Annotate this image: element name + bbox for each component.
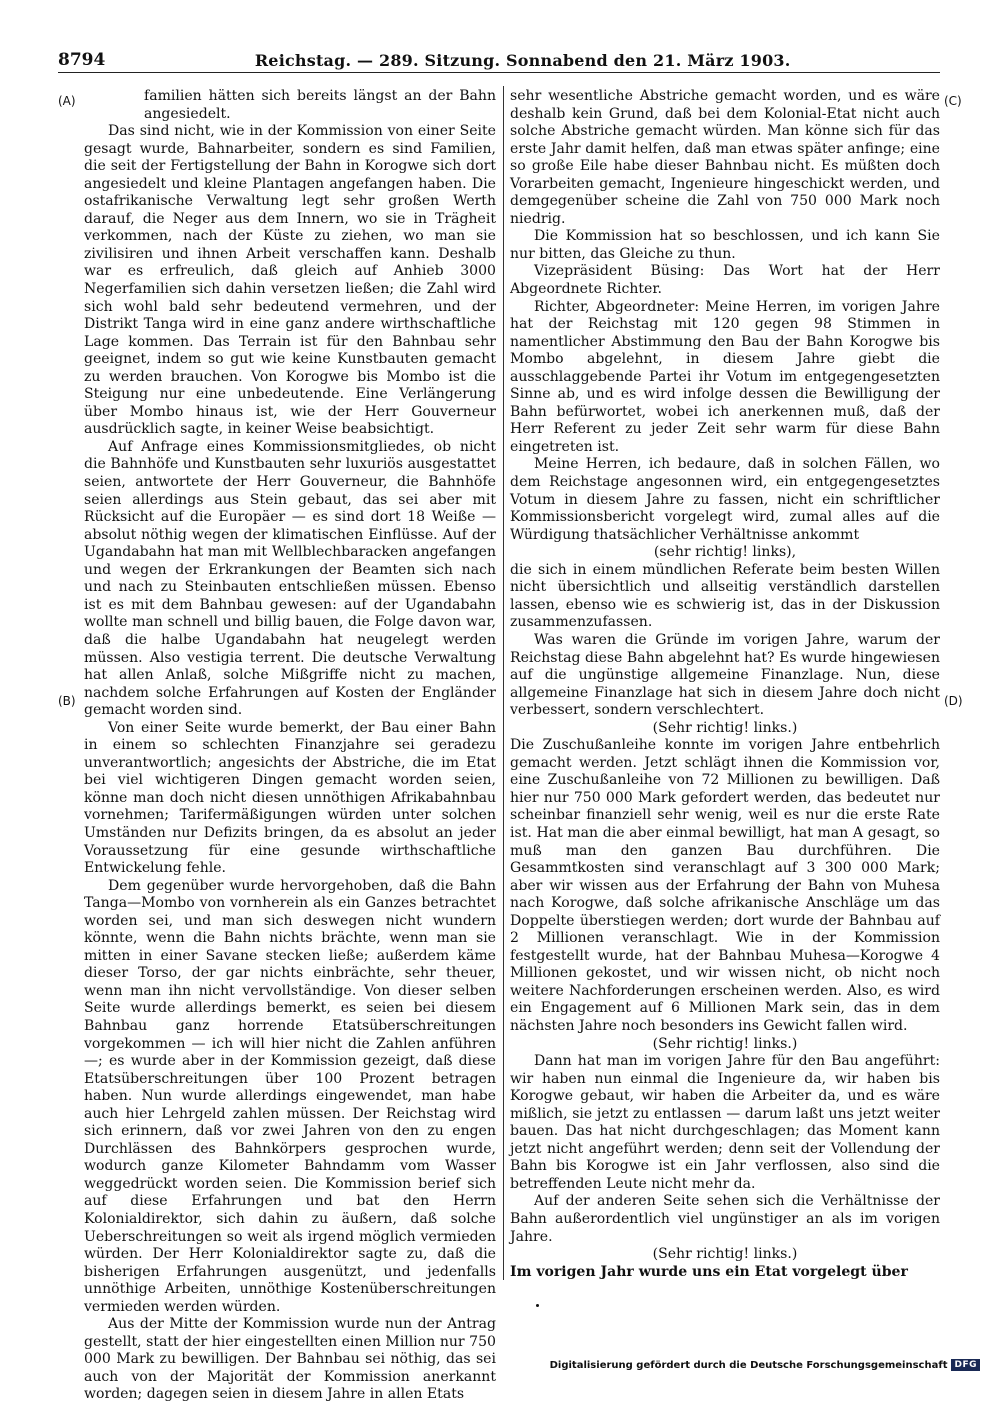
paragraph: Die Kommission hat so beschlossen, und ich kann Sie nur bitten, das Gleiche zu thun. xyxy=(510,228,940,262)
interjection: (Sehr richtig! links.) xyxy=(652,719,798,736)
interjection: (sehr richtig! links), xyxy=(653,544,797,561)
digitization-credit xyxy=(550,1359,980,1371)
speaker-paragraph: Richter, Abgeordneter: Meine Herren, im vorigen Jahre hat der Reichstag mit 120 gegen 98 Stimmen in namentlicher Abstimmung den Bau der Bahn Korogwe bis Mombo abgelehnt, in diesem Jahre giebt die ausschlaggebende Partei ihr Votum im entgegengesetzten Sinne ab, und es wird infolge dessen die Bewilligung der Bahn befürwortet, wobei ich anerkennen muß, daß der Herr Referent zu jeder Zeit sehr warm für diese Bahn eingetreten ist. xyxy=(510,298,940,455)
dfg-logo: DFG xyxy=(951,1359,980,1371)
margin-marker-c: (C) xyxy=(944,94,962,108)
column-divider xyxy=(503,86,504,1280)
running-title: Reichstag. — 289. Sitzung. Sonnabend den 21. März 1903. xyxy=(254,51,791,70)
speaker-paragraph: Vizepräsident Büsing: Das Wort hat der Herr Abgeordnete Richter. xyxy=(510,263,940,298)
paragraph: Die Zuschußanleihe konnte im vorigen Jahre entbehrlich gemacht werden. Jetzt schlägt ihnen die Kommission vor, eine Zuschußanleihe von 72 Millionen zu bewilligen. Daß hier nur 750 000 Mark gefordert werden, das bedeutet nur scheinbar finanziell sehr wenig, weil es nur die erste Rate ist. Hat man die aber einmal bewilligt, hat man A gesagt, so muß man den ganzen Bau durchführen. Die Gesammtkosten sind veranschlagt auf 3 300 000 Mark; aber wir wissen aus der Erfahrung der Bahn von Muhesa nach Korogwe, daß solche afrikanische Anschläge um das Doppelte überstiegen werden; dort wurde der Bahnbau auf 2 Millionen veranschlagt. Wie in der Kommission festgestellt wurde, hat der Bahnbau Muhesa—Korogwe 4 Millionen gekostet, und wir wissen nicht, ob nicht noch weitere Nachforderungen erscheinen werden. Also, es wird ein Engagement auf 6 Millionen Mark sein, das in dem nächsten Jahre noch besonders ins Gewicht fallen wird. xyxy=(510,737,940,1034)
footer-dot xyxy=(536,1304,539,1307)
right-column xyxy=(510,88,940,1281)
paragraph: Meine Herren, ich bedaure, daß in solchen Fällen, wo dem Reichstage angesonnen wird, ein entgegengesetztes Votum in diesem Jahre zu fassen, nicht ein schriftlicher Kommissionsbericht vorgelegt wird, zumal alles auf die Würdigung thatsächlicher Verhältnisse ankommt xyxy=(510,456,940,543)
paragraph: Auf der anderen Seite sehen sich die Verhältnisse der Bahn außerordentlich viel ungünstiger an als im vorigen Jahre. xyxy=(510,1193,940,1245)
paragraph: Im vorigen Jahr wurde uns ein Etat vorgelegt über xyxy=(510,1263,908,1280)
left-column xyxy=(84,88,496,1404)
paragraph: Dann hat man im vorigen Jahre für den Bau angeführt: wir haben nun einmal die Ingenieure da, wir haben bis Korogwe gebaut, wir haben die Arbeiter da, und es wäre mißlich, sie jetzt zu entlassen — darum laßt uns jetzt weiter bauen. Das hat nicht durchgeschlagen; das Moment kann jetzt nicht angeführt werden; denn seit der Vollendung der Bahn bis Korogwe ist ein Jahr verflossen, also sind die betreffenden Leute nicht mehr da. xyxy=(510,1053,940,1192)
page-header xyxy=(58,44,940,70)
paragraph: die sich in einem mündlichen Referate beim besten Willen nicht übersichtlich und allseitig verständlich darstellen lassen, ebenso wie es schwierig ist, das in der Diskussion zusammenzufassen. xyxy=(510,561,940,631)
page-number: 8794 xyxy=(58,50,106,70)
credit-text: Digitalisierung gefördert durch die Deutsche Forschungsgemeinschaft xyxy=(549,1359,948,1371)
paragraph: sehr wesentliche Abstriche gemacht worden, und es wäre deshalb kein Grund, daß bei dem Kolonial-Etat nicht auch solche Abstriche gemacht würden. Man könne sich für das erste Jahr damit helfen, daß man etwas später anfinge; eine so große Eile habe dieser Bahnbau nicht. Es müßten doch Vorarbeiten gemacht, Ingenieure hingeschickt werden, und demgegenüber scheine die Zahl von 750 000 Mark noch niedrig. xyxy=(510,88,940,227)
interjection: (Sehr richtig! links.) xyxy=(652,1035,798,1052)
paragraph: Dem gegenüber wurde hervorgehoben, daß die Bahn Tanga—Mombo von vornherein als ein Ganzes betrachtet worden sei, und man sich deswegen nicht wundern könnte, wenn die Bahn nichts brächte, wenn man sie mitten in einer Savane stecken ließe; außerdem käme dieser Torso, der gar nichts einbrächte, sehr theuer, wenn man ihn nicht vervollständige. Von dieser selben Seite wurde allerdings bemerkt, es seien bei diesem Bahnbau ganz horrende Etatsüberschreitungen vorgekommen — ich will hier nicht die Zahlen anführen —; es wurde aber in der Kommission gezeigt, daß diese Etatsüberschreitungen über 100 Prozent betragen haben. Nun wurde allerdings eingewendet, man habe auch hier Lehrgeld zahlen müssen. Der Reichstag wird sich erinnern, daß vor zwei Jahren von den zu engen Durchlässen des Bahnkörpers gesprochen wurde, wodurch ganze Kilometer Bahndamm vom Wasser weggedrückt worden seien. Die Kommission berief sich auf diese Erfahrungen und bat den Herrn Kolonialdirektor, sich dahin zu äußern, daß solche Ueberschreitungen so weit als irgend möglich vermieden würden. Der Herr Kolonialdirektor sagte zu, daß die bisherigen Erfahrungen ausgenützt, und jedenfalls unnöthige Arbeiten, unnöthige Kostenüberschreitungen vermieden werden würden. xyxy=(84,877,496,1315)
margin-marker-d: (D) xyxy=(944,694,963,708)
paragraph: Auf Anfrage eines Kommissionsmitgliedes, ob nicht die Bahnhöfe und Kunstbauten sehr luxuriös ausgestattet seien, antwortete der Herr Gouverneur, die Bahnhöfe seien allerdings aus Stein gebaut, das sei aber mit Rücksicht auf die Europäer — es sind dort 18 Weiße — absolut nöthig wegen der klimatischen Einflüsse. Auf der Ugandabahn hat man mit Wellblechbaracken angefangen und wegen der Erkrankungen der Beamten sich nach und nach zu Steinbauten entschließen müssen. Ebenso ist es mit dem Bahnbau gewesen: auf der Ugandabahn wollte man schnell und billig bauen, die Folge davon war, daß die halbe Ugandabahn hat neugelegt werden müssen. Also vestigia terrent. Die deutsche Verwaltung hat allen Anlaß, solche Mißgriffe nicht zu machen, nachdem solche Erfahrungen auf Kosten der Engländer gemacht worden sind. xyxy=(84,438,496,719)
paragraph: Von einer Seite wurde bemerkt, der Bau einer Bahn in einem so schlechten Finanzjahre sei geradezu unverantwortlich; angesichts der Abstriche, die im Etat bei viel wichtigeren Dingen gemacht worden seien, könne man doch nicht diesen unnöthigen Afrikabahnbau vornehmen; Tarifermäßigungen würden unter solchen Umständen nur Defizits bringen, da es absolut an jeder Voraussetzung für eine gesunde wirthschaftliche Entwickelung fehle. xyxy=(84,719,496,877)
paragraph: Das sind nicht, wie in der Kommission von einer Seite gesagt wurde, Bahnarbeiter, sondern es sind Familien, die seit der Fertigstellung der Bahn in Korogwe sich dort angesiedelt und kleine Plantagen angefangen haben. Die ostafrikanische Verwaltung legt sehr großen Werth darauf, die Neger aus dem Innern, wo sie in Trägheit verkommen, nach der Küste zu ziehen, wo man sie zivilisiren und ihnen Arbeit verschaffen kann. Deshalb war es erfreulich, daß gleich auf Anhieb 3000 Negerfamilien sich dahin versetzen ließen; die Zahl wird sich wohl bald sehr bedeutend vermehren, und der Distrikt Tanga wird in eine ganz andere wirthschaftliche Lage kommen. Das Terrain ist für den Bahnbau sehr geeignet, indem so gut wie keine Kunstbauten gemacht zu werden brauchen. Von Korogwe bis Mombo ist die Steigung nur eine unbedeutende. Eine Verlängerung über Mombo hinaus ist, wie der Herr Gouverneur ausdrücklich sagte, in keiner Weise beabsichtigt. xyxy=(84,123,496,438)
interjection: (Sehr richtig! links.) xyxy=(652,1246,798,1263)
paragraph: Aus der Mitte der Kommission wurde nun der Antrag gestellt, statt der hier eingestellten einen Million nur 750 000 Mark zu bewilligen. Der Bahnbau sei nöthig, das sei auch von der Majorität der Kommission anerkannt worden; dagegen seien in diesem Jahre in allen Etats xyxy=(84,1316,496,1403)
margin-marker-b: (B) xyxy=(58,694,76,708)
paragraph: familien hätten sich bereits längst an der Bahn angesiedelt. xyxy=(144,88,496,122)
header-rule xyxy=(58,72,940,73)
margin-marker-a: (A) xyxy=(58,94,76,108)
paragraph: Was waren die Gründe im vorigen Jahre, warum der Reichstag diese Bahn abgelehnt hat? Es wurde hingewiesen auf die ungünstige allgemeine Finanzlage. Nun, diese allgemeine Finanzlage hat sich in diesem Jahre doch nicht verbessert, sondern verschlechtert. xyxy=(510,631,940,719)
